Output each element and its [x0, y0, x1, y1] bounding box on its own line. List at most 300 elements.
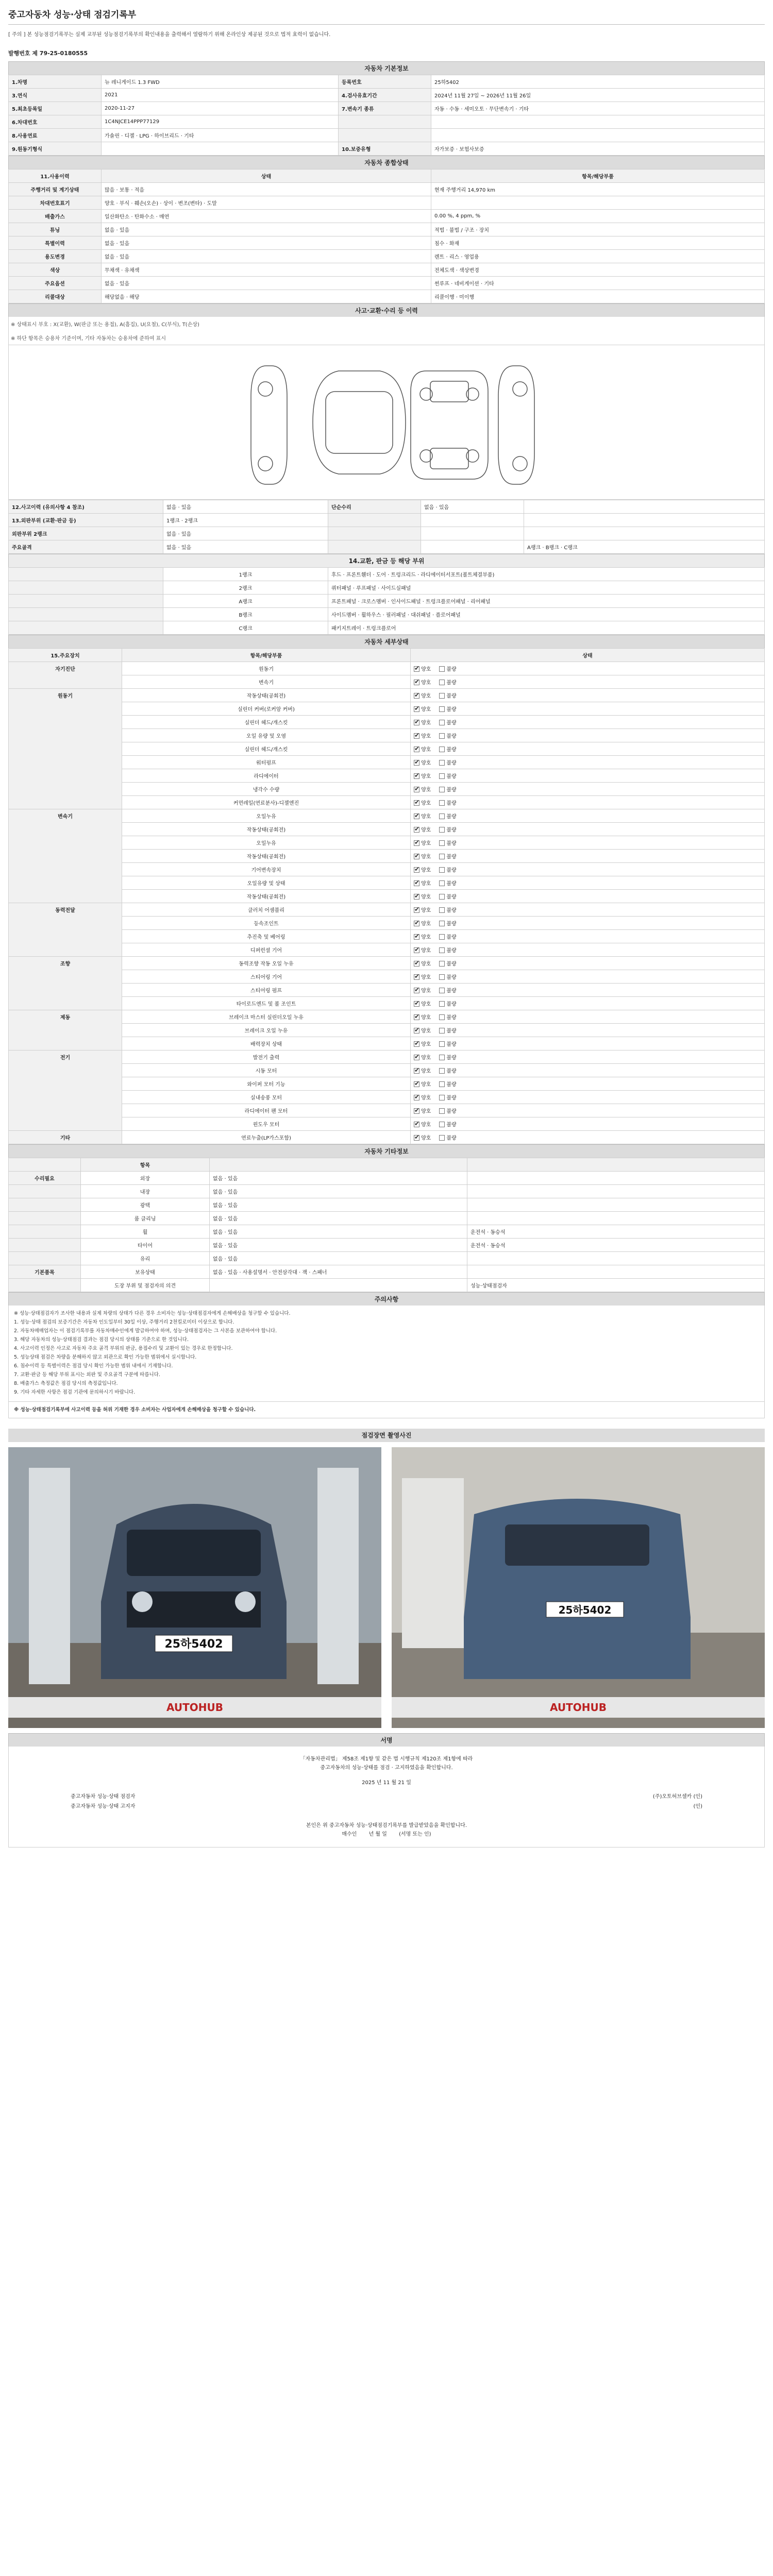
state-good-label: 양호: [421, 693, 431, 699]
other-group: [9, 1212, 81, 1225]
state-good[interactable]: [414, 827, 431, 833]
overall-label: 주행거리 및 계기상태: [9, 183, 102, 196]
caution-line: 1. 성능·상태 점검의 보증기간은 자동차 인도일부터 30일 이상, 주행거리 2천킬로미터 이상으로 합니다.: [14, 1319, 234, 1325]
state-good[interactable]: [414, 881, 431, 887]
state-good[interactable]: [414, 841, 431, 846]
detail-group: 자기진단: [9, 662, 122, 675]
state-good[interactable]: [414, 1109, 431, 1114]
other-extra: [467, 1212, 765, 1225]
other-group: [9, 1225, 81, 1239]
state-good[interactable]: [414, 1042, 431, 1047]
accident-label: 외판부위 2랭크: [9, 527, 163, 540]
other-h0: [9, 1158, 81, 1172]
state-good-label: 양호: [421, 1042, 431, 1047]
detail-row: [9, 863, 765, 876]
state-good-label: 양호: [421, 667, 431, 672]
state-bad[interactable]: [439, 1136, 456, 1141]
col-item-part: 항목/해당부품: [431, 170, 765, 183]
state-bad[interactable]: [439, 1055, 456, 1061]
other-key: 도장 부위 및 점검자의 의견: [81, 1279, 210, 1292]
basic-value-2: [431, 115, 765, 129]
checkbox-icon: [439, 880, 445, 886]
state-bad-label: 불량: [446, 1082, 457, 1088]
state-good[interactable]: [414, 760, 431, 766]
checkbox-checked-icon: [414, 666, 419, 672]
state-good[interactable]: [414, 787, 431, 793]
overall-row: [9, 210, 765, 223]
state-bad[interactable]: [439, 1095, 456, 1101]
state-bad[interactable]: [439, 1015, 456, 1021]
state-good-label: 양호: [421, 1015, 431, 1021]
checkbox-checked-icon: [414, 974, 419, 980]
cautions-warning: ※ 성능·상태점검기록부에 사고이력 등을 허위 기재한 경우 소비자는 사업자에게 손해배상을 청구할 수 있습니다.: [8, 1402, 765, 1418]
checkbox-icon: [439, 934, 445, 940]
state-bad-label: 불량: [446, 747, 457, 753]
detail-row: [9, 943, 765, 957]
state-bad[interactable]: [439, 961, 456, 967]
checkbox-icon: [439, 1001, 445, 1007]
other-value: 없음 · 있음: [210, 1185, 467, 1198]
state-good-label: 양호: [421, 720, 431, 726]
state-bad[interactable]: [439, 734, 456, 739]
inspector-label: 중고자동차 성능·상태 점검자: [71, 1794, 136, 1800]
state-bad[interactable]: [439, 827, 456, 833]
overall-detail: [431, 196, 765, 210]
detail-group: [9, 1064, 122, 1077]
state-good[interactable]: [414, 734, 431, 739]
overall-detail: 렌트 · 리스 · 영업용: [431, 250, 765, 263]
photo-row: [8, 1442, 765, 1733]
detail-state: [411, 890, 765, 903]
checkbox-checked-icon: [414, 693, 419, 699]
detail-group: [9, 943, 122, 957]
state-good[interactable]: [414, 801, 431, 806]
checkbox-icon: [439, 840, 445, 846]
state-bad[interactable]: [439, 1082, 456, 1088]
checkbox-icon: [439, 961, 445, 967]
other-row: [9, 1252, 765, 1265]
state-bad[interactable]: [439, 881, 456, 887]
detail-state: [411, 903, 765, 917]
detail-group: [9, 756, 122, 769]
state-good[interactable]: [414, 814, 431, 820]
sign-date: 2025 년 11 월 21 일: [362, 1780, 411, 1786]
overall-label: 차대번호표기: [9, 196, 102, 210]
state-good[interactable]: [414, 1122, 431, 1128]
detail-state: [411, 1064, 765, 1077]
detail-item: 오일누유: [122, 836, 411, 850]
detail-row: [9, 1064, 765, 1077]
state-good-label: 양호: [421, 1109, 431, 1114]
state-bad[interactable]: [439, 1069, 456, 1074]
detail-row: [9, 930, 765, 943]
detail-group: [9, 702, 122, 716]
detail-state: [411, 796, 765, 809]
detail-group: [9, 930, 122, 943]
checkbox-checked-icon: [414, 760, 419, 766]
detail-state: [411, 876, 765, 890]
checkbox-checked-icon: [414, 840, 419, 846]
overall-label: 색상: [9, 263, 102, 277]
notifier-value: (인): [693, 1804, 702, 1809]
state-bad[interactable]: [439, 935, 456, 940]
accident-row: [9, 527, 765, 540]
detail-item: 실린더 헤드/개스킷: [122, 742, 411, 756]
detail-state: [411, 957, 765, 970]
state-bad[interactable]: [439, 1028, 456, 1034]
state-good[interactable]: [414, 720, 431, 726]
caution-line: 6. 침수이력 등 특별이력은 점검 당시 확인 가능한 범위 내에서 기재합니다.: [14, 1363, 173, 1369]
detail-row: [9, 1077, 765, 1091]
state-good[interactable]: [414, 1095, 431, 1101]
detail-state: [411, 930, 765, 943]
state-bad[interactable]: [439, 801, 456, 806]
checkbox-icon: [439, 1041, 445, 1047]
other-group: [9, 1252, 81, 1265]
state-bad[interactable]: [439, 921, 456, 927]
detail-group: [9, 890, 122, 903]
sign-line-1: 「자동차관리법」 제58조 제1항 및 같은 법 시행규칙 제120조 제1항에 따라: [300, 1756, 473, 1762]
detail-row: [9, 675, 765, 689]
state-good[interactable]: [414, 680, 431, 686]
state-good[interactable]: [414, 1028, 431, 1034]
checkbox-checked-icon: [414, 880, 419, 886]
detail-item: 작동상태(공회전): [122, 823, 411, 836]
detail-group: [9, 917, 122, 930]
parts-row: [9, 621, 765, 635]
parts-items: 쿼터패널 · 루프패널 · 사이드실패널: [328, 581, 765, 595]
overall-detail: 적법 · 불법 / 구조 · 장치: [431, 223, 765, 236]
state-good[interactable]: [414, 1055, 431, 1061]
state-good[interactable]: [414, 774, 431, 779]
detail-item: 스티어링 펌프: [122, 984, 411, 997]
state-bad-label: 불량: [446, 1028, 457, 1034]
state-bad-label: 불량: [446, 827, 457, 833]
state-bad-label: 불량: [446, 1055, 457, 1061]
other-extra: [467, 1265, 765, 1279]
state-good[interactable]: [414, 667, 431, 672]
state-bad-label: 불량: [446, 801, 457, 806]
checkbox-icon: [439, 854, 445, 859]
state-bad[interactable]: [439, 908, 456, 913]
basic-label: 1.차명: [9, 75, 102, 89]
overall-row: [9, 290, 765, 303]
signature-header: 서명: [8, 1733, 765, 1747]
parts-rank: C랭크: [163, 621, 328, 635]
state-good-label: 양호: [421, 881, 431, 887]
basic-value: 1C4NJCE14PPP77129: [102, 115, 339, 129]
detail-state: [411, 809, 765, 823]
detail-state: [411, 1024, 765, 1037]
overall-label: 특별이력: [9, 236, 102, 250]
state-bad-label: 불량: [446, 988, 457, 994]
state-good[interactable]: [414, 747, 431, 753]
detail-row: [9, 997, 765, 1010]
state-good-label: 양호: [421, 908, 431, 913]
overall-state: 해당없음 · 해당: [102, 290, 431, 303]
checkbox-icon: [439, 1014, 445, 1020]
parts-items: 사이드멤버 · 휠하우스 · 필러패널 · 대쉬패널 · 플로어패널: [328, 608, 765, 621]
checkbox-icon: [439, 1122, 445, 1127]
detail-group: 기타: [9, 1131, 122, 1144]
state-good[interactable]: [414, 988, 431, 994]
detail-state: [411, 675, 765, 689]
other-extra: 운전석 · 동승석: [467, 1239, 765, 1252]
other-group: [9, 1279, 81, 1292]
state-bad[interactable]: [439, 841, 456, 846]
state-bad[interactable]: [439, 707, 456, 713]
detail-group: [9, 997, 122, 1010]
state-good[interactable]: [414, 894, 431, 900]
state-bad-label: 불량: [446, 707, 457, 713]
checkbox-icon: [439, 680, 445, 685]
overall-detail: 0.00 %, 4 ppm, %: [431, 210, 765, 223]
state-good[interactable]: [414, 921, 431, 927]
other-group: [9, 1185, 81, 1198]
checkbox-checked-icon: [414, 814, 419, 819]
checkbox-icon: [439, 720, 445, 725]
state-bad[interactable]: [439, 868, 456, 873]
detail-row: [9, 957, 765, 970]
legend-box: [8, 317, 765, 345]
other-extra: [467, 1185, 765, 1198]
accident-value-2: 없음 · 있음: [421, 500, 524, 514]
detail-row: [9, 1117, 765, 1131]
detail-item: 오일 유량 및 오염: [122, 729, 411, 742]
checkbox-checked-icon: [414, 894, 419, 900]
detail-row: [9, 689, 765, 702]
state-bad-label: 불량: [446, 921, 457, 927]
detail-item: 동력조향 작동 오일 누유: [122, 957, 411, 970]
caution-line: 8. 배출가스 측정값은 점검 당시의 측정값입니다.: [14, 1381, 118, 1386]
basic-row: [9, 142, 765, 156]
accident-label-2: [328, 540, 421, 554]
state-good-label: 양호: [421, 801, 431, 806]
state-bad[interactable]: [439, 1122, 456, 1128]
other-group: 기본품목: [9, 1265, 81, 1279]
parts-header: 14.교환, 판금 등 해당 부위: [8, 554, 765, 567]
checkbox-icon: [439, 1095, 445, 1100]
overall-state: 없음 · 있음: [102, 277, 431, 290]
other-info-header: 자동차 기타정보: [8, 1144, 765, 1158]
state-good-label: 양호: [421, 1055, 431, 1061]
state-good[interactable]: [414, 961, 431, 967]
state-good[interactable]: [414, 975, 431, 980]
detail-state: [411, 769, 765, 783]
other-row: [9, 1265, 765, 1279]
state-bad[interactable]: [439, 814, 456, 820]
state-bad[interactable]: [439, 975, 456, 980]
basic-label-2: 10.보증유형: [339, 142, 431, 156]
basic-value: [102, 142, 339, 156]
parts-rank: B랭크: [163, 608, 328, 621]
basic-value-2: 자가보증 · 보험사보증: [431, 142, 765, 156]
overall-state: 무채색 · 유채색: [102, 263, 431, 277]
detail-group: [9, 716, 122, 729]
state-bad-label: 불량: [446, 680, 457, 686]
detail-state: [411, 783, 765, 796]
state-bad-label: 불량: [446, 975, 457, 980]
other-value: 없음 · 있음: [210, 1172, 467, 1185]
notifier-label: 중고자동차 성능·상태 고지자: [71, 1804, 136, 1809]
checkbox-icon: [439, 988, 445, 993]
overall-label: 주요옵션: [9, 277, 102, 290]
state-good-label: 양호: [421, 1136, 431, 1141]
detail-state: [411, 716, 765, 729]
state-bad[interactable]: [439, 787, 456, 793]
state-bad-label: 불량: [446, 720, 457, 726]
state-bad[interactable]: [439, 760, 456, 766]
detail-group: [9, 783, 122, 796]
state-good[interactable]: [414, 693, 431, 699]
other-key: 룸 클리닝: [81, 1212, 210, 1225]
detail-row: [9, 1037, 765, 1050]
other-h2: [210, 1158, 467, 1172]
state-bad[interactable]: [439, 1042, 456, 1047]
sign-line-3: 본인은 위 중고자동차 성능·상태점검기록부를 발급받았음을 확인합니다.: [306, 1823, 467, 1828]
checkbox-checked-icon: [414, 961, 419, 967]
checkbox-checked-icon: [414, 1081, 419, 1087]
other-key: 유리: [81, 1252, 210, 1265]
state-good[interactable]: [414, 908, 431, 913]
state-good[interactable]: [414, 854, 431, 860]
state-bad[interactable]: [439, 948, 456, 954]
state-bad[interactable]: [439, 667, 456, 672]
col-state: 상태: [102, 170, 431, 183]
state-bad[interactable]: [439, 747, 456, 753]
basic-label: 5.최초등록일: [9, 102, 102, 115]
state-bad[interactable]: [439, 1109, 456, 1114]
state-bad-label: 불량: [446, 1109, 457, 1114]
state-good-label: 양호: [421, 1028, 431, 1034]
state-good-label: 양호: [421, 827, 431, 833]
other-extra: [467, 1198, 765, 1212]
state-bad[interactable]: [439, 854, 456, 860]
legend-line-1: ※ 상태표시 부호 : X(교환), W(판금 또는 용접), A(흠집), U(요철), C(부식), T(손상): [11, 322, 199, 328]
detail-row: [9, 716, 765, 729]
state-good[interactable]: [414, 1069, 431, 1074]
detail-group: [9, 1091, 122, 1104]
state-good-label: 양호: [421, 868, 431, 873]
other-row: [9, 1279, 765, 1292]
detail-state: [411, 970, 765, 984]
state-good[interactable]: [414, 1136, 431, 1141]
detail-item: 실린더 헤드/개스킷: [122, 716, 411, 729]
basic-label-2: 등록번호: [339, 75, 431, 89]
col-status: 상태: [411, 649, 765, 662]
checkbox-checked-icon: [414, 1028, 419, 1033]
detail-row: [9, 783, 765, 796]
detail-item: 배력장치 상태: [122, 1037, 411, 1050]
overall-status-table: [8, 169, 765, 303]
checkbox-checked-icon: [414, 787, 419, 792]
state-bad-label: 불량: [446, 667, 457, 672]
sign-line-2: 중고자동차의 성능·상태를 점검 · 고지하였음을 확인합니다.: [320, 1765, 453, 1771]
detail-state: [411, 702, 765, 716]
overall-detail: 리콜이행 · 미이행: [431, 290, 765, 303]
detail-state: [411, 742, 765, 756]
detail-row: [9, 823, 765, 836]
detail-group: [9, 1037, 122, 1050]
detail-state: [411, 662, 765, 675]
state-good[interactable]: [414, 707, 431, 713]
overall-state: 없음 · 있음: [102, 236, 431, 250]
caution-line: 4. 사고이력 인정은 사고로 자동차 주요 골격 부위의 판금, 용접수리 및 교환이 있는 경우로 한정합니다.: [14, 1346, 233, 1351]
state-bad-label: 불량: [446, 935, 457, 940]
detail-row: [9, 809, 765, 823]
sign-row-1: [9, 1787, 764, 1801]
parts-table: [8, 567, 765, 635]
buyer-date: 년 월 일: [368, 1832, 387, 1837]
detail-state: [411, 1010, 765, 1024]
other-row: [9, 1225, 765, 1239]
state-good[interactable]: [414, 935, 431, 940]
detail-row: [9, 796, 765, 809]
state-bad[interactable]: [439, 680, 456, 686]
col-item: 항목/해당부품: [122, 649, 411, 662]
state-good[interactable]: [414, 1002, 431, 1007]
detail-item: 기어변속장치: [122, 863, 411, 876]
detail-group: [9, 970, 122, 984]
checkbox-icon: [439, 1028, 445, 1033]
state-good[interactable]: [414, 1015, 431, 1021]
detail-state: [411, 997, 765, 1010]
checkbox-checked-icon: [414, 867, 419, 873]
detail-state: [411, 1131, 765, 1144]
state-bad[interactable]: [439, 774, 456, 779]
detail-item: 디퍼런셜 기어: [122, 943, 411, 957]
basic-value: 2021: [102, 89, 339, 102]
detail-group: 전기: [9, 1050, 122, 1064]
overall-row: [9, 196, 765, 210]
detail-item: 연료누출(LP가스포함): [122, 1131, 411, 1144]
basic-row: [9, 75, 765, 89]
basic-label-2: 4.검사유효기간: [339, 89, 431, 102]
state-good-label: 양호: [421, 988, 431, 994]
checkbox-icon: [439, 814, 445, 819]
front-photo: [8, 1447, 381, 1728]
state-good[interactable]: [414, 948, 431, 954]
detail-item: 작동상태(공회전): [122, 850, 411, 863]
checkbox-checked-icon: [414, 1108, 419, 1114]
checkbox-icon: [439, 974, 445, 980]
checkbox-checked-icon: [414, 947, 419, 953]
state-bad[interactable]: [439, 1002, 456, 1007]
detail-state: [411, 1117, 765, 1131]
detail-group: [9, 850, 122, 863]
overall-detail: 현재 주행거리 14,970 km: [431, 183, 765, 196]
other-value: 없음 · 있음: [210, 1252, 467, 1265]
state-good[interactable]: [414, 868, 431, 873]
legend-line-2: ※ 하단 항목은 승용차 기준이며, 기타 자동차는 승용차에 준하여 표시: [11, 336, 166, 342]
detail-state: [411, 836, 765, 850]
state-bad[interactable]: [439, 720, 456, 726]
detail-item: 발전기 출력: [122, 1050, 411, 1064]
parts-group: [9, 568, 163, 581]
overall-state: 일산화탄소 · 탄화수소 · 매연: [102, 210, 431, 223]
accident-label: 12.사고이력 (유의사항 4 참조): [9, 500, 163, 514]
other-row: [9, 1212, 765, 1225]
accident-table: [8, 500, 765, 554]
state-good[interactable]: [414, 1082, 431, 1088]
overall-row: [9, 277, 765, 290]
state-bad[interactable]: [439, 693, 456, 699]
detail-row: [9, 890, 765, 903]
state-bad[interactable]: [439, 894, 456, 900]
state-bad[interactable]: [439, 988, 456, 994]
detail-state: [411, 863, 765, 876]
detail-item: 와이퍼 모터 기능: [122, 1077, 411, 1091]
